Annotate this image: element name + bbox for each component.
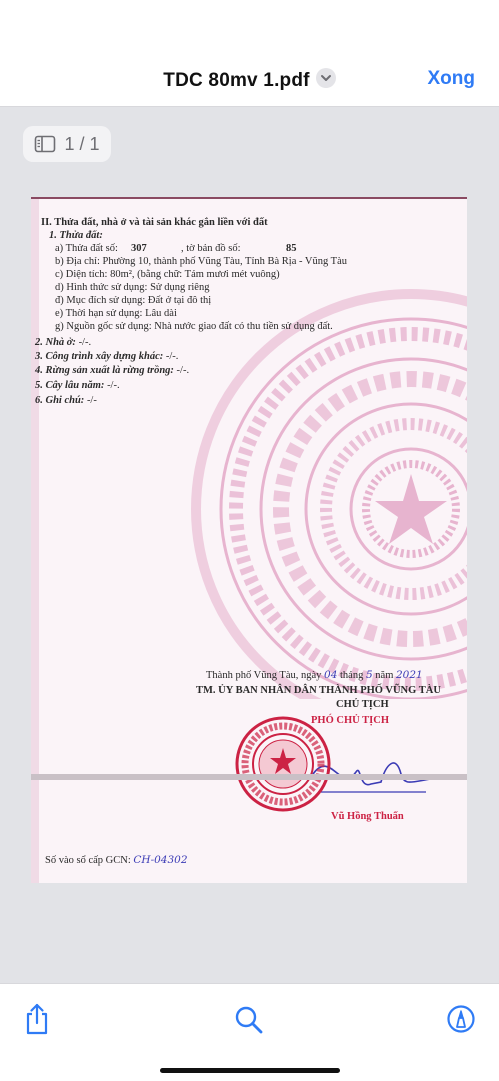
official-seal <box>233 714 333 814</box>
issuing-authority: TM. ỦY BAN NHÂN DÂN THÀNH PHỐ VŨNG TÀU <box>196 685 441 696</box>
vice-chairman-title: PHÓ CHỦ TỊCH <box>311 715 389 726</box>
registry-value: CH-04302 <box>133 854 188 866</box>
other-works-line: 3. Công trình xây dựng khác: -/-. <box>35 351 179 362</box>
chevron-down-icon[interactable] <box>316 68 336 88</box>
registry-line: Số vào sổ cấp GCN: CH-04302 <box>45 854 188 866</box>
markup-button[interactable] <box>446 1002 476 1036</box>
chairman-title: CHỦ TỊCH <box>336 699 389 710</box>
share-button[interactable] <box>22 1002 52 1036</box>
navigation-bar <box>0 0 499 107</box>
sidebar-icon <box>34 135 56 153</box>
address-line: b) Địa chỉ: Phường 10, thành phố Vũng Tàu, Tỉnh Bà Rịa - Vũng Tàu <box>55 256 348 267</box>
plot-number-value: 307 <box>131 243 147 254</box>
markup-icon <box>446 1002 476 1036</box>
page-indicator-label: 1 / 1 <box>64 133 100 154</box>
search-icon <box>234 1002 264 1036</box>
date-day: 04 <box>324 669 338 681</box>
forest-line: 4. Rừng sản xuất là rừng trồng: -/-. <box>35 365 190 376</box>
done-button[interactable]: Xong <box>427 68 475 89</box>
pdf-viewer[interactable] <box>0 107 499 983</box>
notes-line: 6. Ghi chú: -/- <box>35 395 97 406</box>
search-button[interactable] <box>234 1002 264 1036</box>
page-shadow <box>31 774 467 780</box>
date-year: 2021 <box>395 669 423 681</box>
area-line: c) Diện tích: 80m², (bằng chữ: Tám mươi mét vuông) <box>55 269 280 280</box>
bottom-toolbar <box>0 983 499 1081</box>
map-sheet-value: 85 <box>286 243 297 254</box>
perennial-line: 5. Cây lâu năm: -/-. <box>35 380 120 391</box>
document-title[interactable] <box>0 68 499 92</box>
page-indicator[interactable] <box>23 126 111 162</box>
document-title-text: TDC 80mv 1.pdf <box>163 70 310 91</box>
origin-line: g) Nguồn gốc sử dụng: Nhà nước giao đất có thu tiền sử dụng đất. <box>55 321 333 332</box>
date-line: Thành phố Vũng Tàu, ngày 04 tháng 5 năm 2021 <box>206 669 423 681</box>
home-indicator[interactable] <box>160 1068 340 1073</box>
usage-purpose-line: đ) Mục đích sử dụng: Đất ở tại đô thị <box>55 295 212 306</box>
map-sheet-label: , tờ bản đồ số: <box>181 243 241 254</box>
usage-term-line: e) Thời hạn sử dụng: Lâu dài <box>55 308 177 319</box>
share-icon <box>22 1002 52 1036</box>
date-month: 5 <box>365 669 373 681</box>
document-page[interactable] <box>31 197 467 883</box>
plot-number-label: a) Thửa đất số: <box>55 243 118 254</box>
usage-form-line: d) Hình thức sử dụng: Sử dụng riêng <box>55 282 210 293</box>
section-title: II. Thửa đất, nhà ở và tài sản khác gắn liền với đất <box>41 217 268 228</box>
heading-land-plot: 1. Thửa đất: <box>49 230 103 241</box>
signer-name: Vũ Hồng Thuấn <box>331 811 404 822</box>
house-line: 2. Nhà ở: -/-. <box>35 337 92 348</box>
